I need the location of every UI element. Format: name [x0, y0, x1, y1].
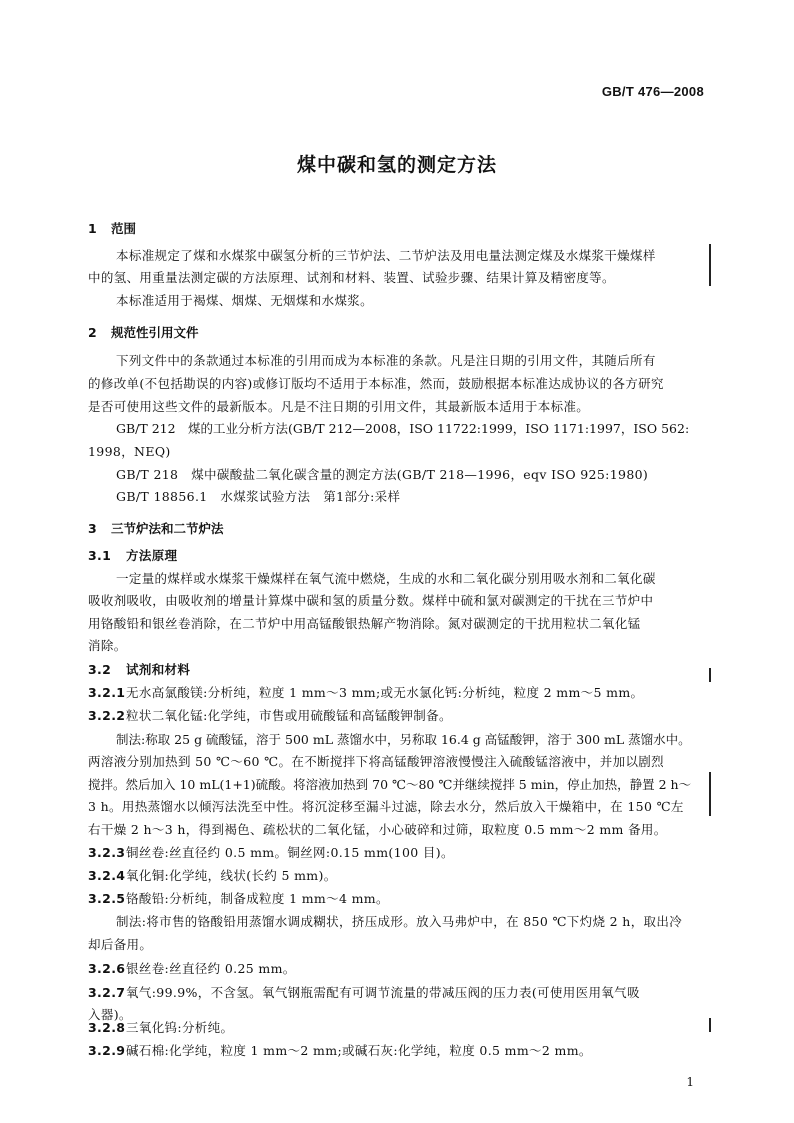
paragraph-line: 的修改单(不包括勘误的内容)或修订版均不适用于本标准，然而，鼓励根据本标准达成协议的各方研究	[88, 376, 664, 391]
list-item: 3.2.2粒状二氧化锰:化学纯，市售或用硫酸锰和高锰酸钾制备。	[88, 708, 452, 723]
paragraph-line: 两溶液分别加热到 50 ℃～60 ℃。在不断搅拌下将高锰酸钾溶液慢慢注入硫酸锰溶液中，并加以剧烈	[88, 754, 664, 769]
paragraph-line: 本标准规定了煤和水煤浆中碳氢分析的三节炉法、二节炉法及用电量法测定煤及水煤浆干燥煤样	[116, 248, 656, 263]
list-item: 3.2.6银丝卷:丝直径约 0.25 mm。	[88, 961, 296, 976]
subsection-3-1-heading: 3.1 方法原理	[88, 548, 178, 563]
paragraph-line: 制法:将市售的铬酸铅用蒸馏水调成糊状，挤压成形。放入马弗炉中，在 850 ℃下灼烧 2 h，取出冷	[116, 914, 683, 929]
paragraph-line: 消除。	[88, 638, 127, 653]
paragraph-line: 是否可使用这些文件的最新版本。凡是不注日期的引用文件，其最新版本适用于本标准。	[88, 399, 590, 414]
list-item: 3.2.3铜丝卷:丝直径约 0.5 mm。铜丝网:0.15 mm(100 目)。	[88, 845, 454, 860]
paragraph-line: 搅拌。然后加入 10 mL(1+1)硫酸。将溶液加热到 70 ℃～80 ℃并继续搅拌 5 min，停止加热，静置 2 h～	[88, 777, 692, 792]
paragraph-line: 吸收剂吸收，由吸收剂的增量计算煤中碳和氢的质量分数。煤样中硫和氯对碳测定的干扰在三节炉中	[88, 593, 654, 608]
reference-line: GB/T 18856.1 水煤浆试验方法 第1部分:采样	[116, 489, 401, 504]
change-bar	[709, 668, 711, 682]
list-item: 3.2.9碱石棉:化学纯，粒度 1 mm～2 mm;或碱石灰:化学纯，粒度 0.5 mm～2 mm。	[88, 1043, 592, 1058]
reference-line: GB/T 212 煤的工业分析方法(GB/T 212—2008，ISO 11722:1999，ISO 1171:1997，ISO 562:	[116, 421, 690, 436]
change-bar	[709, 1018, 711, 1032]
paragraph-line: 入器)。	[88, 1007, 132, 1022]
document-title: 煤中碳和氢的测定方法	[296, 154, 497, 176]
reference-line: 1998，NEQ)	[88, 444, 171, 459]
paragraph-line: 一定量的煤样或水煤浆干燥煤样在氧气流中燃烧，生成的水和二氧化碳分别用吸水剂和二氧化碳	[116, 571, 656, 586]
section-3-heading: 3 三节炉法和二节炉法	[88, 521, 224, 536]
list-item: 3.2.4氧化铜:化学纯，线状(长约 5 mm)。	[88, 868, 337, 883]
reference-line: GB/T 218 煤中碳酸盐二氧化碳含量的测定方法(GB/T 218—1996，eqv ISO 925:1980)	[116, 467, 649, 482]
list-item: 3.2.5铬酸铅:分析纯，制备成粒度 1 mm～4 mm。	[88, 891, 389, 906]
paragraph-line: 中的氢、用重量法测定碳的方法原理、试剂和材料、装置、试验步骤、结果计算及精密度等。	[88, 270, 615, 285]
section-2-heading: 2 规范性引用文件	[88, 325, 199, 340]
section-1-heading: 1 范围	[88, 221, 137, 236]
paragraph-line: 右干燥 2 h～3 h，得到褐色、疏松状的二氧化锰，小心破碎和过筛，取粒度 0.5 mm～2 mm 备用。	[88, 822, 667, 837]
paragraph-line: 却后备用。	[88, 937, 153, 952]
change-bar	[709, 772, 711, 816]
list-item: 3.2.1无水高氯酸镁:分析纯，粒度 1 mm～3 mm;或无水氯化钙:分析纯，粒度 2 mm～5 mm。	[88, 685, 644, 700]
standard-code: GB/T 476—2008	[601, 84, 704, 99]
change-bar	[709, 244, 711, 286]
subsection-3-2-heading: 3.2 试剂和材料	[88, 662, 191, 677]
paragraph-line: 制法:称取 25 g 硫酸锰，溶于 500 mL 蒸馏水中，另称取 16.4 g 高锰酸钾，溶于 300 mL 蒸馏水中。	[116, 732, 691, 747]
paragraph-line: 用铬酸铅和银丝卷消除，在二节炉中用高锰酸银热解产物消除。氮对碳测定的干扰用粒状二氧化锰	[88, 616, 641, 631]
list-item: 3.2.8三氧化钨:分析纯。	[88, 1020, 234, 1035]
paragraph-line: 下列文件中的条款通过本标准的引用而成为本标准的条款。凡是注日期的引用文件，其随后所有	[116, 353, 656, 368]
page-number: 1	[686, 1075, 694, 1089]
paragraph-line: 3 h。用热蒸馏水以倾泻法洗至中性。将沉淀移至漏斗过滤，除去水分，然后放入干燥箱中，在 150 ℃左	[88, 799, 684, 814]
paragraph-line: 本标准适用于褐煤、烟煤、无烟煤和水煤浆。	[116, 293, 374, 308]
list-item: 3.2.7氧气:99.9%，不含氢。氧气钢瓶需配有可调节流量的带减压阀的压力表(可使用医用氧气吸	[88, 985, 640, 1000]
